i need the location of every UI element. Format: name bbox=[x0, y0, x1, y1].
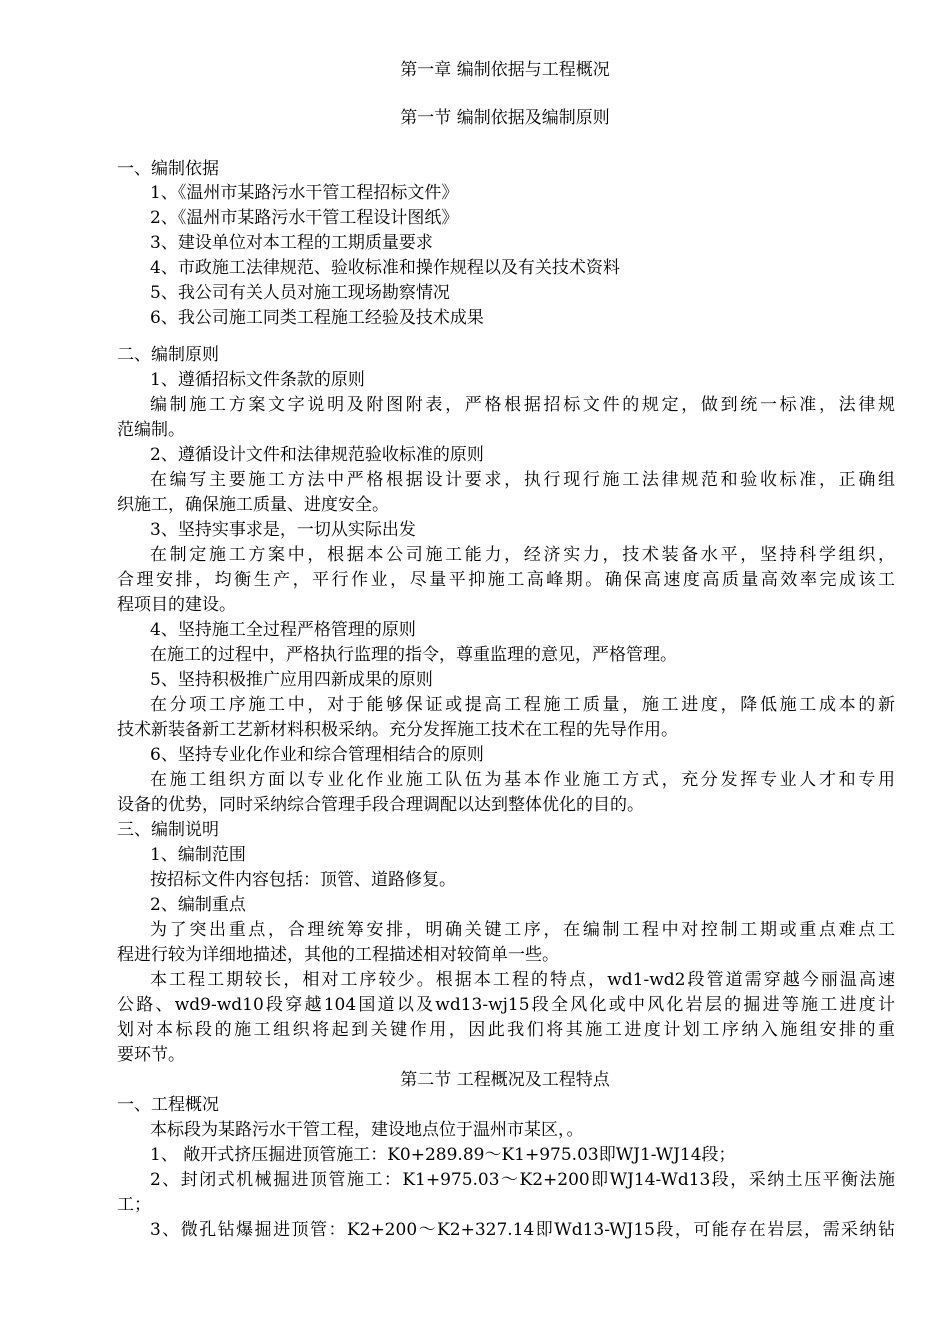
list-item: 1、 敞开式挤压掘进顶管施工：K0+289.89～K1+975.03即WJ1-WJ14段； bbox=[150, 1145, 736, 1165]
paragraph-line: 设备的优势，同时采纳综合管理手段合理调配以达到整体优化的目的。 bbox=[117, 795, 644, 815]
paragraph-line: 公路、wd9-wd10段穿越104国道以及wd13-wj15段全风化或中风化岩层的掘进等施工进度计 bbox=[117, 995, 895, 1015]
paragraph-line: 在制定施工方案中，根据本公司施工能力，经济实力，技术装备水平，坚持科学组织， bbox=[150, 545, 895, 565]
paragraph-line: 本工程工期较长，相对工序较少。根据本工程的特点，wd1-wd2段管道需穿越今丽温高速 bbox=[150, 970, 895, 990]
subheading: 5、坚持积极推广应用四新成果的原则 bbox=[150, 670, 433, 690]
subheading: 1、遵循招标文件条款的原则 bbox=[150, 370, 365, 390]
paragraph-line: 为了突出重点，合理统筹安排，明确关键工序，在编制工程中对控制工期或重点难点工 bbox=[150, 920, 895, 940]
paragraph-line: 范编制。 bbox=[117, 420, 185, 440]
list-item: 4、市政施工法律规范、验收标准和操作规程以及有关技术资料 bbox=[150, 258, 620, 278]
subheading: 1、编制范围 bbox=[150, 845, 246, 865]
heading: 二、编制原则 bbox=[117, 345, 219, 365]
subheading: 2、编制重点 bbox=[150, 895, 246, 915]
list-item: 3、微孔钻爆掘进顶管：K2+200～K2+327.14即Wd13-WJ15段，可能存在岩层，需采纳钻 bbox=[150, 1220, 895, 1240]
paragraph-line: 编制施工方案文字说明及附图附表，严格根据招标文件的规定，做到统一标准，法律规 bbox=[150, 395, 895, 415]
subheading: 6、坚持专业化作业和综合管理相结合的原则 bbox=[150, 745, 484, 765]
chapter-title: 第一章 编制依据与工程概况 bbox=[400, 60, 610, 80]
paragraph-line: 在分项工序施工中，对于能够保证或提高工程施工质量，施工进度，降低施工成本的新 bbox=[150, 695, 895, 715]
paragraph-line: 划对本标段的施工组织将起到关键作用，因此我们将其施工进度计划工序纳入施组安排的重 bbox=[117, 1020, 895, 1040]
paragraph-line: 织施工，确保施工质量、进度安全。 bbox=[117, 495, 389, 515]
paragraph-line: 合理安排，均衡生产，平行作业，尽量平抑施工高峰期。确保高速度高质量高效率完成该工 bbox=[117, 570, 895, 590]
section-title: 第二节 工程概况及工程特点 bbox=[400, 1070, 610, 1090]
paragraph-line: 程项目的建设。 bbox=[117, 595, 236, 615]
list-item: 2、封闭式机械掘进顶管施工：K1+975.03～K2+200即WJ14-Wd13段，采纳土压平衡法施 bbox=[150, 1170, 895, 1190]
list-item: 2、《温州市某路污水干管工程设计图纸》 bbox=[150, 208, 459, 228]
paragraph-line: 在施工组织方面以专业化作业施工队伍为基本作业施工方式，充分发挥专业人才和专用 bbox=[150, 770, 895, 790]
paragraph-line: 在施工的过程中，严格执行监理的指令，尊重监理的意见，严格管理。 bbox=[150, 645, 677, 665]
subheading: 3、坚持实事求是，一切从实际出发 bbox=[150, 520, 416, 540]
paragraph-line: 技术新装备新工艺新材料积极采纳。充分发挥施工技术在工程的先导作用。 bbox=[117, 720, 678, 740]
paragraph-line: 在编写主要施工方法中严格根据设计要求，执行现行施工法律规范和验收标准，正确组 bbox=[150, 470, 895, 490]
list-item: 3、建设单位对本工程的工期质量要求 bbox=[150, 233, 433, 253]
list-item: 6、我公司施工同类工程施工经验及技术成果 bbox=[150, 308, 484, 328]
paragraph-line: 本标段为某路污水干管工程，建设地点位于温州市某区，。 bbox=[150, 1120, 584, 1140]
subheading: 4、坚持施工全过程严格管理的原则 bbox=[150, 620, 416, 640]
heading: 三、编制说明 bbox=[117, 820, 219, 840]
heading: 一、工程概况 bbox=[117, 1095, 219, 1115]
subheading: 2、遵循设计文件和法律规范验收标准的原则 bbox=[150, 445, 484, 465]
paragraph-line: 程进行较为详细地描述，其他的工程描述相对较简单一些。 bbox=[117, 945, 559, 965]
list-item: 5、我公司有关人员对施工现场勘察情况 bbox=[150, 283, 450, 303]
paragraph-line: 要环节。 bbox=[117, 1045, 185, 1065]
heading: 一、编制依据 bbox=[117, 159, 219, 179]
section-title: 第一节 编制依据及编制原则 bbox=[400, 108, 610, 128]
paragraph-line: 按招标文件内容包括：顶管、道路修复。 bbox=[150, 870, 456, 890]
list-item: 1、《温州市某路污水干管工程招标文件》 bbox=[150, 183, 459, 203]
paragraph-line: 工； bbox=[117, 1195, 151, 1215]
